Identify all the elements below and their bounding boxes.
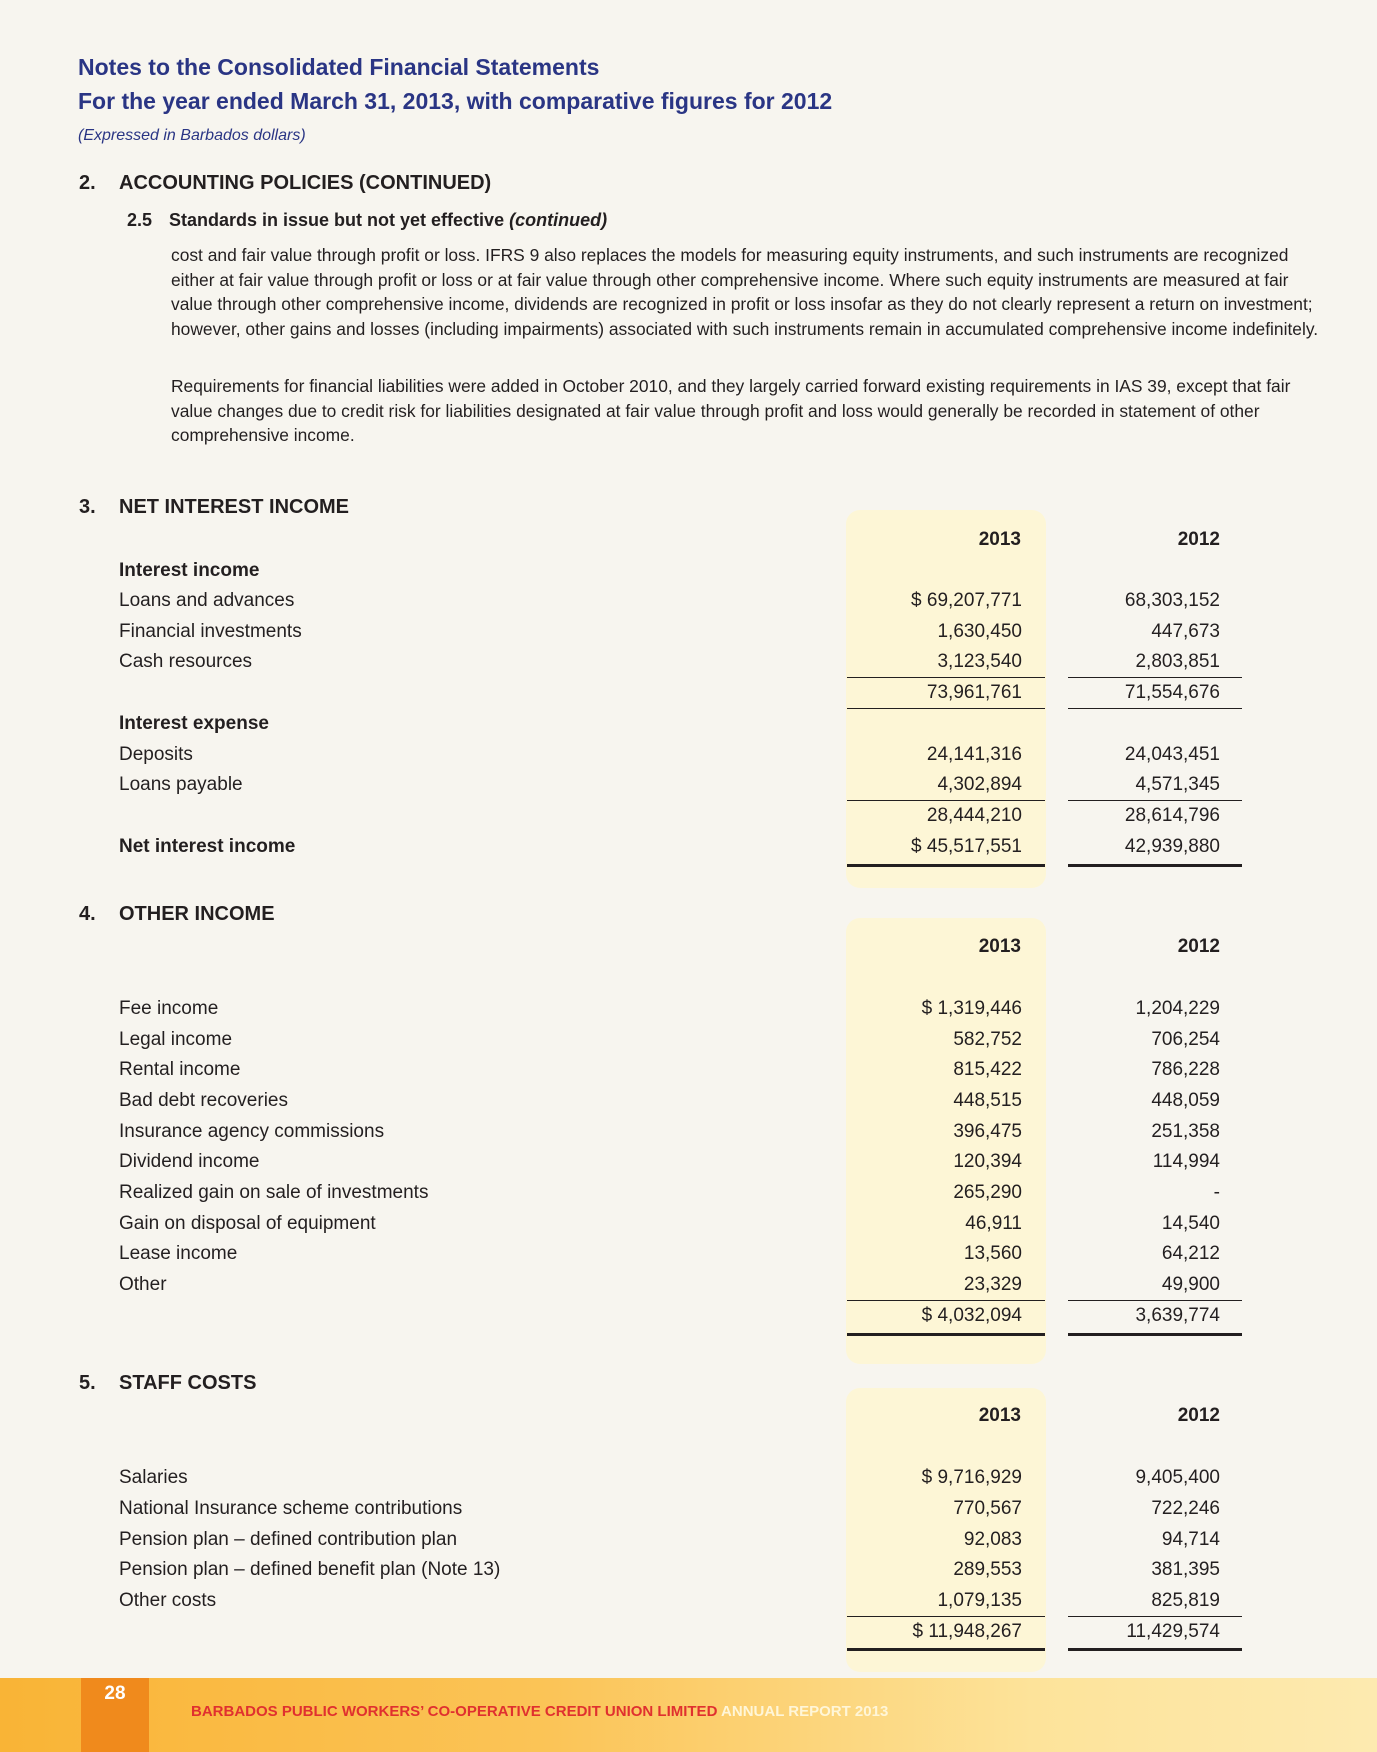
row-label: Deposits [119,744,193,765]
page-subtitle: For the year ended March 31, 2013, with comparative figures for 2012 [78,88,833,114]
column-header-2013: 2013 [978,936,1021,957]
value-2013: 23,329 [963,1274,1022,1295]
double-underline [1068,1333,1242,1336]
subtotal-2013: 28,444,210 [926,805,1022,826]
value-2013: 448,515 [953,1090,1022,1111]
footer-text [191,1703,888,1720]
value-2013: 396,475 [953,1121,1022,1142]
value-2013: 92,083 [963,1529,1022,1550]
value-2012: 4,571,345 [1135,774,1220,795]
value-2012: 9,405,400 [1135,1467,1220,1488]
underline [1068,800,1242,801]
column-header-2012: 2012 [1177,1405,1220,1426]
value-2012: 24,043,451 [1124,744,1220,765]
section-title: OTHER INCOME [119,903,275,925]
currency-note: (Expressed in Barbados dollars) [78,127,306,144]
row-label: Realized gain on sale of investments [119,1182,429,1203]
value-2012: 94,714 [1161,1529,1220,1550]
value-2012: 114,994 [1152,1151,1220,1172]
section-number: 2. [79,172,96,194]
value-2013: $ 69,207,771 [911,590,1022,611]
row-label: Pension plan – defined benefit plan (Note 13) [119,1559,501,1580]
row-label: Cash resources [119,651,253,672]
row-label: Pension plan – defined contribution plan [119,1529,458,1550]
subsection-2-5-heading [127,210,607,231]
subtotal-2013: 73,961,761 [926,682,1022,703]
subsection-title-suffix: (continued) [509,210,608,230]
row-label: Lease income [119,1243,238,1264]
underline [847,708,1045,709]
net-interest-income-label: Net interest income [119,836,296,857]
column-header-2012: 2012 [1177,936,1220,957]
row-label: Loans and advances [119,590,295,611]
value-2012: 1,204,229 [1135,998,1220,1019]
value-2012: 786,228 [1151,1059,1220,1080]
value-2012: 447,673 [1151,621,1220,642]
section-number: 3. [79,496,96,518]
value-2013: $ 1,319,446 [921,998,1022,1019]
double-underline [847,1333,1045,1336]
underline [1068,1616,1242,1617]
row-label: Other [119,1274,167,1295]
value-2012: 14,540 [1161,1213,1220,1234]
value-2013: 1,079,135 [937,1590,1022,1611]
subtotal-2012: 71,554,676 [1124,682,1220,703]
section-title: STAFF COSTS [119,1372,257,1394]
row-label: Fee income [119,998,219,1019]
value-2013: 770,567 [953,1498,1022,1519]
row-label: Other costs [119,1590,217,1611]
value-2013: 24,141,316 [926,744,1022,765]
total-2013: $ 11,948,267 [912,1621,1022,1642]
value-2013: 46,911 [965,1213,1022,1234]
underline [847,677,1045,678]
row-label: Legal income [119,1029,233,1050]
value-2012: 251,358 [1151,1121,1220,1142]
row-label: Dividend income [119,1151,260,1172]
value-2012: 706,254 [1151,1029,1220,1050]
value-2013: 289,553 [953,1559,1022,1580]
row-label: Financial investments [119,621,302,642]
footer-organization: BARBADOS PUBLIC WORKERS’ CO-OPERATIVE CREDIT UNION LIMITED [191,1703,718,1720]
value-2013: $ 9,716,929 [921,1467,1022,1488]
underline [1068,677,1242,678]
underline [1068,1300,1242,1301]
double-underline [1068,864,1242,867]
underline [847,800,1045,801]
subsection-number: 2.5 [127,210,153,230]
value-2013: 4,302,894 [937,774,1022,795]
page-title: Notes to the Consolidated Financial Statements [78,54,600,80]
column-header-2013: 2013 [978,1405,1021,1426]
value-2013: 3,123,540 [937,651,1022,672]
interest-income-heading: Interest income [119,560,260,581]
value-2013: 120,394 [953,1151,1022,1172]
value-2013: 1,630,450 [937,621,1022,642]
paragraph: Requirements for financial liabilities were added in October 2010, and they largely carried forward existing requirements in IAS 39, except that fair value changes due to credit risk for liabilities designated at fair value through profit and loss would generally be recorded in statement of other comprehensive income. [171,376,1291,446]
double-underline [847,1648,1045,1651]
underline [847,1300,1045,1301]
column-header-2012: 2012 [1177,529,1220,550]
row-label: Salaries [119,1467,188,1488]
row-label: Insurance agency commissions [119,1121,385,1142]
total-2012: 42,939,880 [1124,836,1220,857]
total-2013: $ 45,517,551 [911,836,1022,857]
paragraph: cost and fair value through profit or loss. IFRS 9 also replaces the models for measuring equity instruments, and such instruments are recognized either at fair value through profit or loss or at fair value through other comprehensive income. Where such equity instruments are measured at fair value through other comprehensive income, dividends are recognized in profit or loss insofar as they do not clearly represent a return on investment; however, other gains and losses (including impairments) associated with such instruments remain in accumulated comprehensive income indefinitely. [171,245,1319,339]
page-number: 28 [104,1683,126,1704]
double-underline [1068,1648,1242,1651]
row-label: Bad debt recoveries [119,1090,288,1111]
row-label: Loans payable [119,774,243,795]
total-2012: 11,429,574 [1126,1621,1220,1642]
double-underline [847,864,1045,867]
footer-report-title: ANNUAL REPORT 2013 [721,1703,889,1720]
subsection-title: Standards in issue but not yet effective [169,210,505,230]
row-label: National Insurance scheme contributions [119,1498,463,1519]
value-2012: 381,395 [1151,1559,1220,1580]
underline [847,1616,1045,1617]
column-header-2013: 2013 [978,529,1021,550]
total-2012: 3,639,774 [1135,1305,1220,1326]
row-label: Gain on disposal of equipment [119,1213,376,1234]
total-2013: $ 4,032,094 [921,1305,1022,1326]
value-2012: 825,819 [1151,1590,1220,1611]
value-2013: 582,752 [953,1029,1022,1050]
section-title: ACCOUNTING POLICIES (CONTINUED) [119,172,492,194]
value-2012: - [1213,1182,1220,1203]
value-2013: 815,422 [953,1059,1022,1080]
interest-expense-heading: Interest expense [119,713,269,734]
row-label: Rental income [119,1059,241,1080]
value-2013: 265,290 [953,1182,1022,1203]
value-2013: 13,560 [963,1243,1022,1264]
section-number: 5. [79,1372,96,1394]
value-2012: 448,059 [1151,1090,1220,1111]
value-2012: 64,212 [1161,1243,1220,1264]
value-2012: 2,803,851 [1135,651,1220,672]
value-2012: 722,246 [1151,1498,1220,1519]
value-2012: 68,303,152 [1124,590,1220,611]
value-2012: 49,900 [1161,1274,1220,1295]
section-title: NET INTEREST INCOME [119,496,350,518]
underline [1068,708,1242,709]
subtotal-2012: 28,614,796 [1124,805,1220,826]
section-number: 4. [79,903,96,925]
